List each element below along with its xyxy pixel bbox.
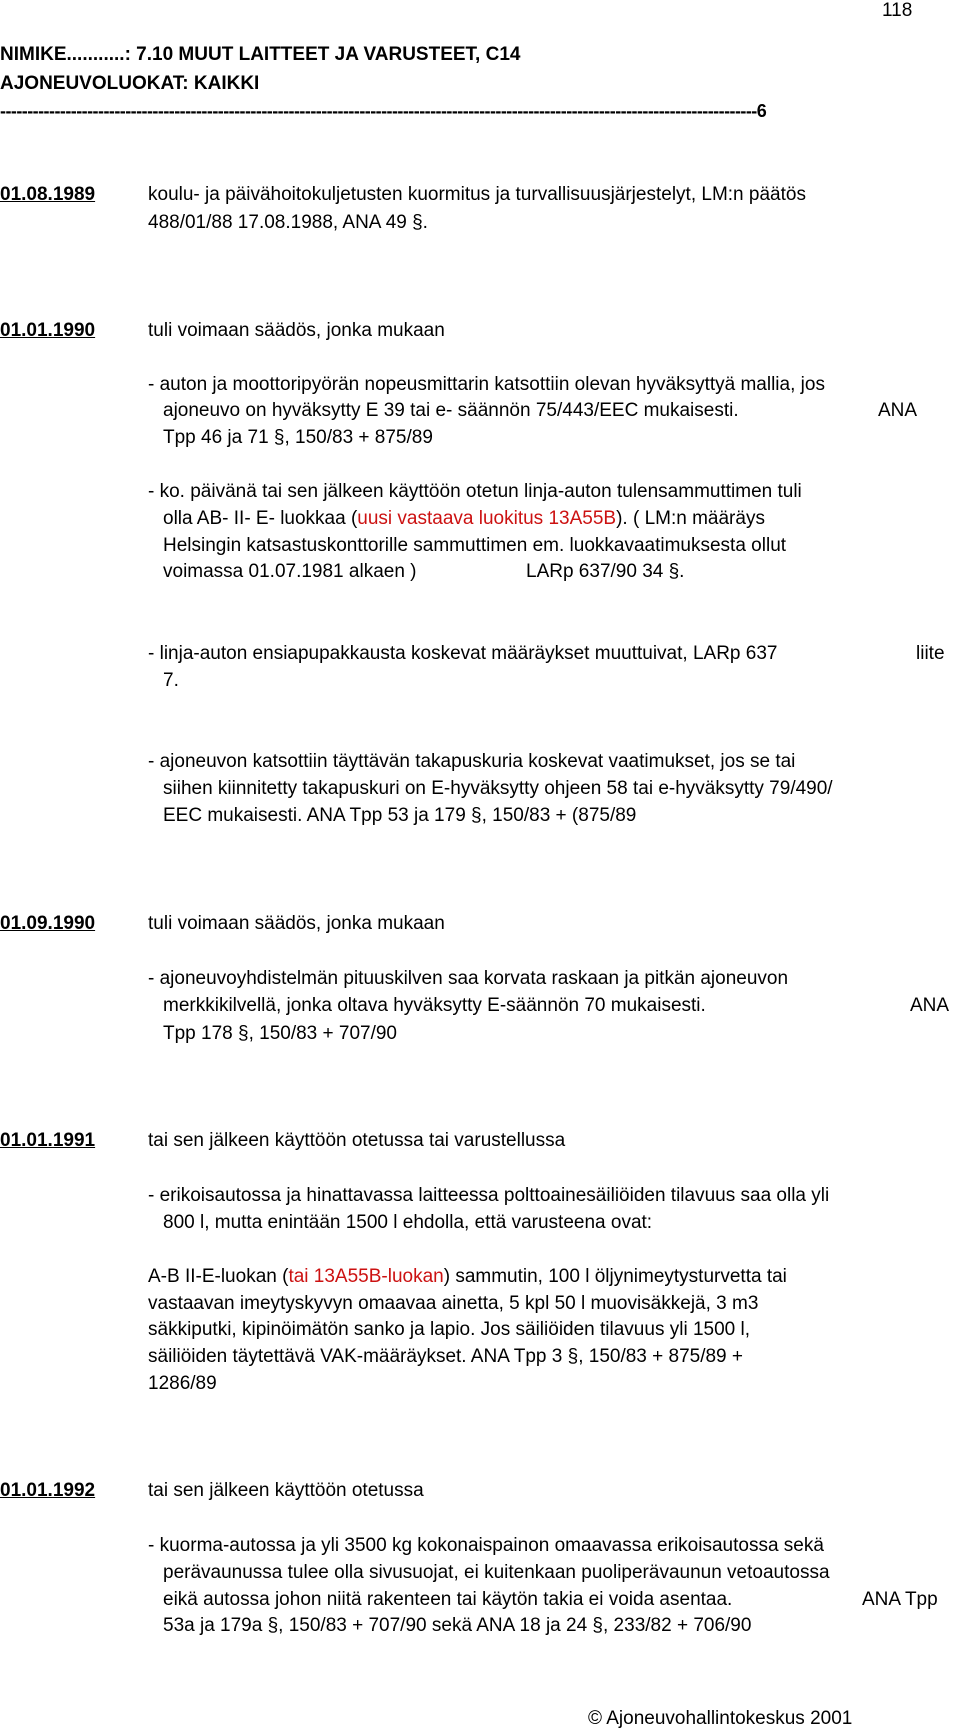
- text-segment: ). ( LM:n määräys: [616, 508, 765, 529]
- bullet-line: - ajoneuvoyhdistelmän pituuskilven saa korvata raskaan ja pitkän ajoneuvon: [148, 968, 789, 989]
- bullet-line: 800 l, mutta enintään 1500 l ehdolla, että varusteena ovat:: [163, 1212, 653, 1233]
- bullet-line: perävaunussa tulee olla sivusuojat, ei kuitenkaan puoliperävaunun vetoautossa: [163, 1562, 830, 1583]
- entry-intro: tai sen jälkeen käyttöön otetussa tai varustellussa: [148, 1130, 566, 1151]
- bullet-line: merkkikilvellä, jonka oltava hyväksytty E-säännön 70 mukaisesti.: [163, 995, 706, 1016]
- bullet-line: - ajoneuvon katsottiin täyttävän takapuskuria koskevat vaatimukset, jos se tai: [148, 751, 796, 772]
- entry-date: 01.01.1990: [0, 320, 96, 341]
- entry-date: 01.08.1989: [0, 184, 96, 205]
- entry-intro: tai sen jälkeen käyttöön otetussa: [148, 1480, 424, 1501]
- red-classification-note: tai 13A55B-luokan: [288, 1266, 444, 1287]
- bullet-line: ANA: [878, 400, 918, 421]
- bullet-line: liite: [916, 643, 945, 664]
- bullet-line: eikä autossa johon niitä rakenteen tai käytön takia ei voida asentaa.: [163, 1589, 733, 1610]
- entry-text-line: 488/01/88 17.08.1988, ANA 49 §.: [148, 212, 428, 233]
- bullet-line: 7.: [163, 670, 179, 691]
- bullet-line: ANA: [910, 995, 950, 1016]
- red-classification-note: uusi vastaava luokitus 13A55B: [357, 508, 617, 529]
- entry-intro: tuli voimaan säädös, jonka mukaan: [148, 320, 445, 341]
- entry-intro: tuli voimaan säädös, jonka mukaan: [148, 913, 445, 934]
- bullet-line: LARp 637/90 34 §.: [526, 561, 685, 582]
- bullet-line: 53a ja 179a §, 150/83 + 707/90 sekä ANA 18 ja 24 §, 233/82 + 706/90: [163, 1615, 752, 1636]
- entry-text-line: koulu- ja päivähoitokuljetusten kuormitus ja turvallisuusjärjestelyt, LM:n päätös: [148, 184, 806, 205]
- document-title: NIMIKE...........: 7.10 MUUT LAITTEET JA VARUSTEET, C14: [0, 44, 521, 65]
- copyright-footer: © Ajoneuvohallintokeskus 2001: [588, 1708, 853, 1729]
- entry-date: 01.01.1991: [0, 1130, 96, 1151]
- bullet-line: Tpp 178 §, 150/83 + 707/90: [163, 1023, 398, 1044]
- bullet-line: Tpp 46 ja 71 §, 150/83 + 875/89: [163, 427, 433, 448]
- bullet-line: - ko. päivänä tai sen jälkeen käyttöön otetun linja-auton tulensammuttimen tuli: [148, 481, 802, 502]
- entry-date: 01.09.1990: [0, 913, 96, 934]
- paragraph-line: [148, 1265, 787, 1289]
- bullet-line: [163, 507, 765, 531]
- paragraph-line: 1286/89: [148, 1373, 217, 1394]
- paragraph-line: vastaavan imeytyskyvyn omaavaa ainetta, 5 kpl 50 l muovisäkkejä, 3 m3: [148, 1293, 759, 1314]
- bullet-line: - erikoisautossa ja hinattavassa laitteessa polttoainesäiliöiden tilavuus saa olla yli: [148, 1185, 830, 1206]
- text-segment: A-B II-E-luokan (: [148, 1266, 289, 1287]
- bullet-line: ANA Tpp: [862, 1589, 938, 1610]
- text-segment: ) sammutin, 100 l öljynimeytysturvetta tai: [443, 1266, 787, 1287]
- paragraph-line: säkkiputki, kipinöimätön sanko ja lapio. Jos säiliöiden tilavuus yli 1500 l,: [148, 1319, 750, 1340]
- bullet-line: Helsingin katsastuskonttorille sammuttimen em. luokkavaatimuksesta ollut: [163, 535, 787, 556]
- bullet-line: - linja-auton ensiapupakkausta koskevat määräykset muuttuivat, LARp 637: [148, 643, 778, 664]
- header-rule: -------------------------------------------------------------------------------------------------------------------------------------------6: [0, 101, 767, 121]
- entry-date: 01.01.1992: [0, 1480, 96, 1501]
- bullet-line: - auton ja moottoripyörän nopeusmittarin katsottiin olevan hyväksyttyä mallia, jos: [148, 374, 825, 395]
- bullet-line: voimassa 01.07.1981 alkaen ): [163, 561, 417, 582]
- vehicle-classes: AJONEUVOLUOKAT: KAIKKI: [0, 73, 260, 94]
- bullet-line: - kuorma-autossa ja yli 3500 kg kokonaispainon omaavassa erikoisautossa sekä: [148, 1535, 824, 1556]
- bullet-line: ajoneuvo on hyväksytty E 39 tai e- säännön 75/443/EEC mukaisesti.: [163, 400, 739, 421]
- bullet-line: siihen kiinnitetty takapuskuri on E-hyväksytty ohjeen 58 tai e-hyväksytty 79/490/: [163, 778, 833, 799]
- paragraph-line: säiliöiden täytettävä VAK-määräykset. ANA Tpp 3 §, 150/83 + 875/89 +: [148, 1346, 744, 1367]
- text-segment: olla AB- II- E- luokkaa (: [163, 508, 358, 529]
- page-number: 118: [882, 0, 913, 21]
- bullet-line: EEC mukaisesti. ANA Tpp 53 ja 179 §, 150/83 + (875/89: [163, 805, 637, 826]
